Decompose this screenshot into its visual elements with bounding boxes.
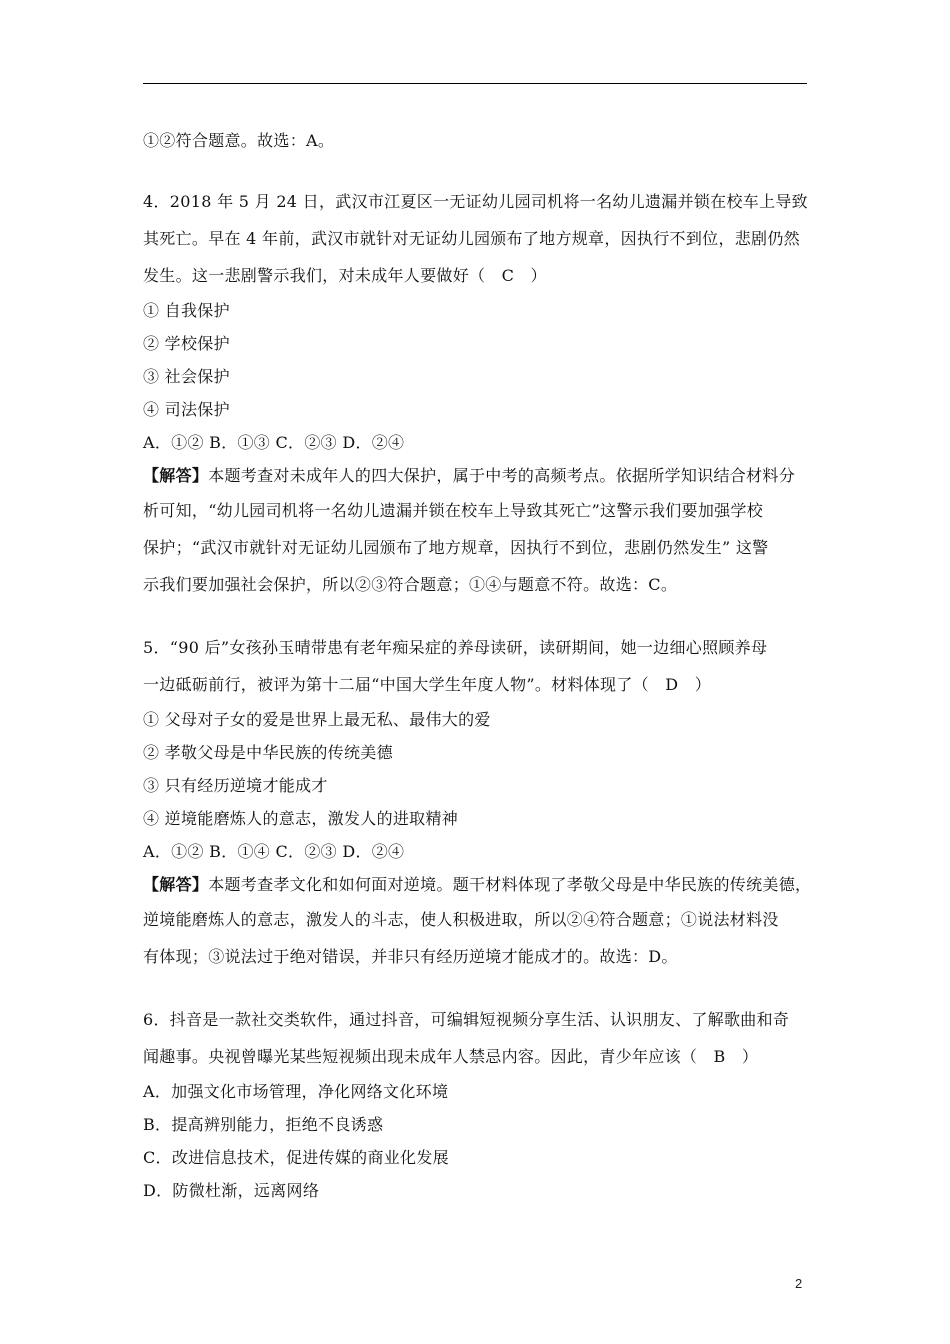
answer-label: 【解答】	[143, 875, 209, 894]
q5-answer-line	[143, 868, 811, 901]
q6-option: A．加强文化市场管理，净化网络文化环境	[143, 1082, 449, 1101]
q5-item: ② 孝敬父母是中华民族的传统美德	[143, 743, 393, 762]
question-4	[143, 183, 811, 603]
question-gap	[143, 975, 811, 1001]
previous-answer-tail: ①②符合题意。故选：A。	[143, 131, 335, 150]
q4-answer-line	[143, 459, 811, 492]
q6-option: D．防微杜渐，远离网络	[143, 1181, 320, 1200]
q4-stem-line: 其死亡。早在 4 年前，武汉市就针对无证幼儿园颁布了地方规章，因执行不到位，悲剧仍然	[143, 229, 800, 248]
q4-item: ② 学校保护	[143, 334, 230, 353]
q5-item: ① 父母对子女的爱是世界上最无私、最伟大的爱	[143, 710, 491, 729]
page-number: 2	[795, 1276, 803, 1291]
answer-label: 【解答】	[143, 466, 209, 485]
q5-answer-line: 有体现；③说法过于绝对错误，并非只有经历逆境才能成才的。故选：D。	[143, 947, 678, 966]
q4-item: ③ 社会保护	[143, 367, 230, 386]
header-rule	[143, 83, 807, 84]
q6-option: B．提高辨别能力，拒绝不良诱惑	[143, 1115, 384, 1134]
q5-item: ③ 只有经历逆境才能成才	[143, 776, 328, 795]
q5-stem-line: 一边砥砺前行，被评为第十二届“中国大学生年度人物”。材料体现了（ D ）	[143, 675, 711, 694]
q4-answer-line: 示我们要加强社会保护，所以②③符合题意；①④与题意不符。故选：C。	[143, 575, 678, 594]
q4-answer-line: 保护；“武汉市就针对无证幼儿园颁布了地方规章，因执行不到位，悲剧仍然发生” 这警	[143, 538, 769, 557]
q5-item: ④ 逆境能磨炼人的意志，激发人的进取精神	[143, 809, 459, 828]
q4-answer-line: 析可知，“幼儿园司机将一名幼儿遗漏并锁在校车上导致其死亡”这警示我们要加强学校	[143, 501, 764, 520]
document-body	[143, 124, 811, 1207]
question-6	[143, 1001, 811, 1207]
q6-stem-line: 闻趣事。央视曾曝光某些短视频出现未成年人禁忌内容。因此，青少年应该（ B ）	[143, 1047, 759, 1066]
q5-options: A．①② B．①④ C．②③ D．②④	[143, 842, 405, 861]
q4-stem-line: 4．2018 年 5 月 24 日，武汉市江夏区一无证幼儿园司机将一名幼儿遗漏并锁在校车上导致	[143, 192, 808, 211]
q5-stem-line: 5．“90 后”女孩孙玉晴带患有老年痴呆症的养母读研，读研期间，她一边细心照顾养母	[143, 638, 768, 657]
q6-stem-line: 6．抖音是一款社交类软件，通过抖音，可编辑短视频分享生活、认识朋友、了解歌曲和奇	[143, 1010, 790, 1029]
q4-answer-text: 本题考查对未成年人的四大保护，属于中考的高频考点。依据所学知识结合材料分	[208, 466, 796, 485]
question-5	[143, 629, 811, 975]
question-gap	[143, 157, 811, 183]
q6-option: C．改进信息技术，促进传媒的商业化发展	[143, 1148, 449, 1167]
q4-options: A．①② B．①③ C．②③ D．②④	[143, 433, 405, 452]
question-gap	[143, 603, 811, 629]
q4-item: ④ 司法保护	[143, 400, 230, 419]
q5-answer-line: 逆境能磨炼人的意志，激发人的斗志，使人积极进取，所以②④符合题意；①说法材料没	[143, 910, 779, 929]
q4-item: ① 自我保护	[143, 301, 230, 320]
q5-answer-text: 本题考查孝文化和如何面对逆境。题干材料体现了孝敬父母是中华民族的传统美德，	[208, 875, 812, 894]
q4-stem-line: 发生。这一悲剧警示我们，对未成年人要做好（ C ）	[143, 266, 547, 285]
